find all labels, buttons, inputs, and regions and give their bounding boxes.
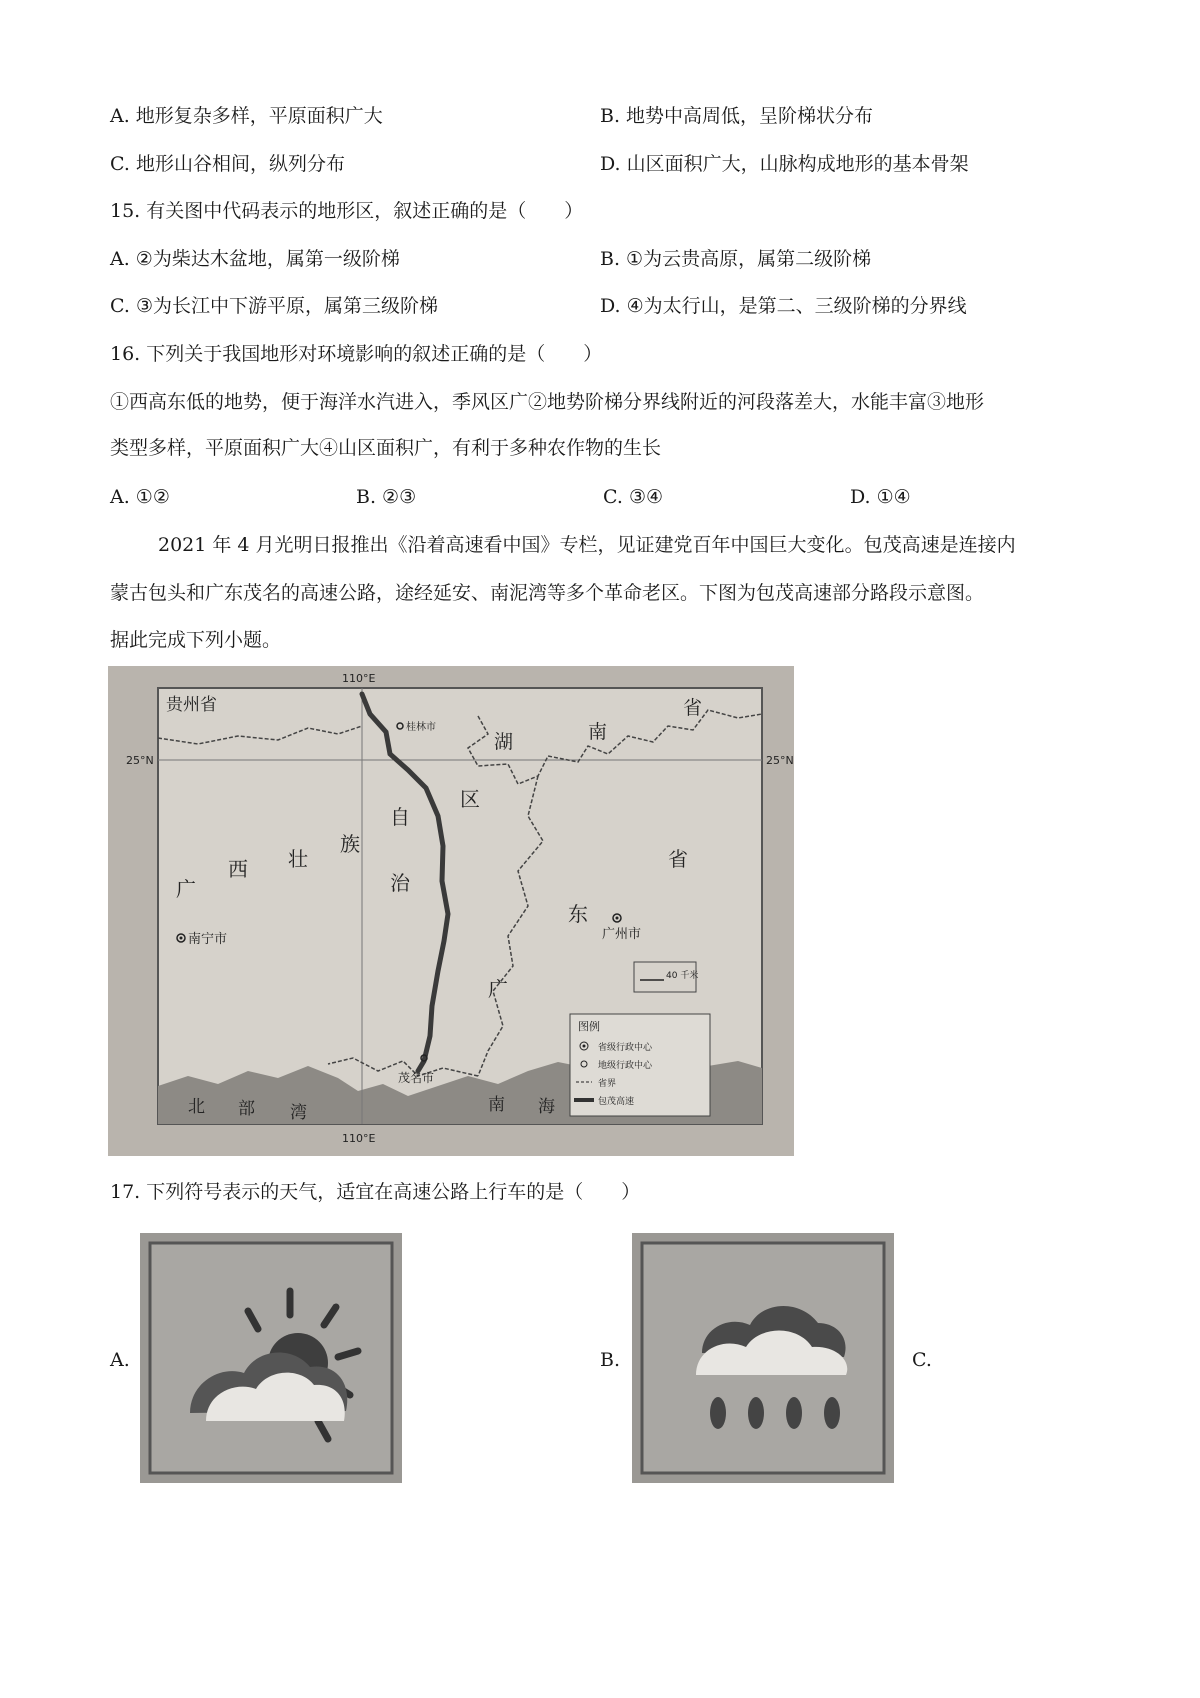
q16-option-b: B. ②③ xyxy=(356,486,417,508)
map-scale-label: 40 千米 xyxy=(666,971,699,981)
map-label-guangdong-2: 东 xyxy=(568,902,588,926)
passage-line2: 蒙古包头和广东茂名的高速公路，途经延安、南泥湾等多个革命老区。下图为包茂高速部分路段示意图。 xyxy=(110,582,985,604)
q14-option-d: D. 山区面积广大，山脉构成地形的基本骨架 xyxy=(600,153,969,175)
map-scale-bar xyxy=(634,962,698,992)
q17-option-b-label: B. xyxy=(600,1349,621,1371)
q15-option-d: D. ④为太行山，是第二、三级阶梯的分界线 xyxy=(600,295,967,317)
map-label-hunan-1: 湖 xyxy=(494,731,514,753)
map-label-nanhai-2: 海 xyxy=(538,1097,555,1117)
q14-option-c: C. 地形山谷相间，纵列分布 xyxy=(110,153,345,175)
legend-item-expressway: 包茂高速 xyxy=(598,1097,635,1107)
map-label-guangdong-3: 省 xyxy=(668,847,688,871)
map-label-hunan-3: 省 xyxy=(683,697,703,719)
q16-option-a: A. ①② xyxy=(110,486,170,508)
rain-icon xyxy=(632,1233,894,1483)
map-label-nanhai-1: 南 xyxy=(488,1095,505,1115)
map-lat-right: 25°N xyxy=(766,754,794,767)
map-label-guangdong-1: 广 xyxy=(488,977,508,1001)
map-lon-top: 110°E xyxy=(342,672,376,685)
map-label-nanning: 南宁市 xyxy=(188,932,228,947)
map-label-guangxi-6: 治 xyxy=(390,871,410,895)
q16-stem: 16. 下列关于我国地形对环境影响的叙述正确的是（ ） xyxy=(110,343,603,365)
map-label-guilin: 桂林市 xyxy=(406,722,436,733)
partly-cloudy-icon xyxy=(140,1233,402,1483)
map-lat-left: 25°N xyxy=(126,754,154,767)
q16-statements-line1: ①西高东低的地势，便于海洋水汽进入，季风区广②地势阶梯分界线附近的河段落差大，水能丰富③地形 xyxy=(110,391,985,413)
legend-item-prefecture-city: 地级行政中心 xyxy=(598,1061,653,1071)
passage-line3: 据此完成下列小题。 xyxy=(110,629,282,651)
map-label-guizhou: 贵州省 xyxy=(166,695,217,715)
q16-option-d: D. ①④ xyxy=(850,486,911,508)
legend-title: 图例 xyxy=(578,1020,600,1033)
map-label-beibu-3: 湾 xyxy=(290,1103,307,1123)
map-legend xyxy=(570,1014,710,1116)
map-label-hunan-2: 南 xyxy=(588,721,608,743)
q17-stem: 17. 下列符号表示的天气，适宜在高速公路上行车的是（ ） xyxy=(110,1181,641,1203)
q15-option-c: C. ③为长江中下游平原，属第三级阶梯 xyxy=(110,295,438,317)
map-label-guangxi-5: 自 xyxy=(390,805,410,829)
map-label-guangxi-2: 西 xyxy=(228,857,248,881)
map-label-guangxi-3: 壮 xyxy=(288,847,308,871)
legend-item-provincial-capital: 省级行政中心 xyxy=(598,1043,653,1053)
q15-option-b: B. ①为云贵高原，属第二级阶梯 xyxy=(600,248,872,270)
q17-option-a-label: A. xyxy=(110,1349,130,1371)
map-label-guangxi-7: 区 xyxy=(460,787,480,811)
q15-stem: 15. 有关图中代码表示的地形区，叙述正确的是（ ） xyxy=(110,200,584,222)
map-lon-bottom: 110°E xyxy=(342,1132,376,1145)
map-label-guangxi-4: 族 xyxy=(340,832,360,856)
q17-option-c-label: C. xyxy=(912,1349,932,1371)
map-label-beibu-1: 北 xyxy=(188,1097,205,1117)
map-label-guangxi-1: 广 xyxy=(176,877,196,901)
q15-option-a: A. ②为柴达木盆地，属第一级阶梯 xyxy=(110,248,400,270)
q16-statements-line2: 类型多样，平原面积广大④山区面积广，有利于多种农作物的生长 xyxy=(110,437,662,459)
passage-line1: 2021 年 4 月光明日报推出《沿着高速看中国》专栏，见证建党百年中国巨大变化。包茂高速是连接内 xyxy=(158,534,1016,556)
map-label-beibu-2: 部 xyxy=(238,1099,255,1119)
map-label-guangzhou: 广州市 xyxy=(602,927,642,942)
q14-option-b: B. 地势中高周低，呈阶梯状分布 xyxy=(600,105,874,127)
map-label-maoming: 茂名市 xyxy=(398,1071,435,1085)
baomao-expressway-map xyxy=(108,666,794,1156)
legend-item-province-border: 省界 xyxy=(598,1079,617,1089)
q14-option-a: A. 地形复杂多样，平原面积广大 xyxy=(110,105,383,127)
q16-option-c: C. ③④ xyxy=(603,486,664,508)
